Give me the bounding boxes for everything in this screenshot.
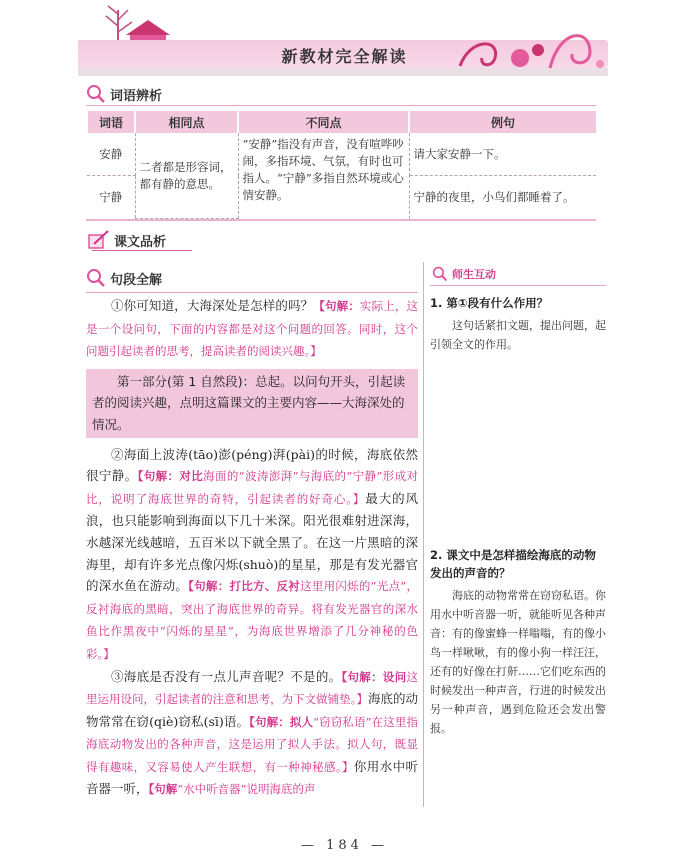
page-header [0,0,689,78]
paragraph-text: ②海面上波涛(tāo)澎(péng)湃(pài)的时候，海底依然很宁静。 [86,446,418,484]
annotation-note: 实际上，这是一个设问句，下面的内容都是对这个问题的回答。同时，这个问题引起读者的思考，提高读者的阅读兴趣。】 [86,299,419,359]
decorative-swirl-illustration [440,18,608,76]
annotation-note: “水中听音器”说明海底的声 [177,782,316,797]
word-cell: 宁静 [87,176,135,219]
answer-1: 这句话紧扣文题，提出问题，起引领全文的作用。 [430,319,606,351]
magnifier-icon [432,266,448,282]
diff-cell: “安静”指没有声音，没有喧哗吵闹，多指环境、气氛，有时也可指人。“宁静”多指自然环境或心情安静。 [238,133,409,219]
analysis-banner-rule [92,250,192,251]
analysis-banner [88,230,166,250]
annotation-note: 海面的“波涛澎湃”与海底的“宁静”形成对比，说明了海底世界的奇特，引起读者的好奇心。】 [86,469,419,506]
annotation-tag: 【句解 [148,782,178,797]
sidebar-column [430,262,606,738]
table-bottom-rule [86,219,596,221]
paragraph-text: 最大的风浪，也只能影响到海面以下几十米深。阳光很难射进深海，水越深光线越暗，五百米以下就全黑了。在这一片黑暗的深海里，却有许多光点像闪烁(shuò)的星星，那是有发光器官的深水鱼在游动。 [86,490,418,594]
vocab-table [86,111,596,219]
annotation-note: 这里用闪烁的“光点”，反衬海底的黑暗，突出了海底世界的奇异。将有发光器官的深水鱼比作黑夜中“闪烁的星星”，为海底世界增添了几分神秘的色彩。】 [86,579,418,661]
annotation-tag: 【句解： [313,299,360,313]
annotation-tag: 【句解：对比 [137,469,204,484]
same-cell: 二者都是形容词，都有静的意思。 [135,133,238,219]
answer-2: 海底的动物常常在窃窃私语。你用水中听音器一听，就能听见各种声音：有的像蜜蜂一样嗡嗡，有的像小鸟一样啾啾，有的像小狗一样汪汪，还有的好像在打鼾……它们吃东西的时候发出一种声音，行进的时候发出另一种声音，遇到危险还会发出警报。 [430,589,606,735]
vocab-heading-label: 词语辨析 [110,88,163,104]
question-1: 1. 第①段有什么作用？ [430,296,549,310]
paragraph-2 [86,444,418,666]
col-diff: 不同点 [238,111,409,133]
paragraph-text: ③海底是否没有一点儿声音呢？不是的。 [111,668,342,684]
column-divider [423,262,424,807]
magnifier-icon [86,84,106,104]
word-cell: 安静 [87,133,135,176]
part-summary: 第一部分(第 1 自然段)：总起。以问句开头，引起读者的阅读兴趣，点明这篇课文的主要内容——大海深处的情况。 [86,369,418,438]
analysis-banner-label: 课文品析 [114,234,167,250]
paragraph-3 [86,666,418,802]
col-word: 词语 [87,111,135,133]
magnifier-icon [86,268,106,288]
question-2: 2. 课文中是怎样描绘海底的动物发出的声音的？ [430,548,596,580]
paragraph-text: 海底的动物常常在窃(qiè)窃私(sī)语。 [86,691,418,729]
vocab-heading [86,84,162,104]
annotation-tag: 【句解：打比方、反衬 [188,579,301,594]
paragraph-text: 你用水中听音器一听， [86,758,418,797]
col-same: 相同点 [135,111,238,133]
sidebar-heading [430,262,606,286]
paragraph-text: ①你可知道，大海深处是怎样的吗？ [111,298,314,313]
example-cell: 请大家安静一下。 [409,133,596,176]
vocab-table-header [87,111,596,133]
sidebar-heading-label: 师生互动 [452,267,496,281]
annotation-note: “窃窃私语”在这里指海底动物发出的各种声音，这是运用了拟人手法。拟人句，既显得有趣味，又容易使人产生联想，有一种神秘感。】 [86,714,418,774]
annotation-tag: 【句解：拟人 [249,714,314,729]
notebook-pen-icon [88,230,110,250]
annotation-note: 这里运用设问，引起读者的注意和思考，为下文做铺垫。】 [86,669,418,707]
section-heading [86,268,418,288]
section-heading-label: 句段全解 [110,272,163,288]
page-title: 新教材完全解读 [281,47,408,66]
annotation-tag: 【句解：设问 [341,669,407,684]
example-cell: 宁静的夜里，小鸟们都睡着了。 [413,189,575,204]
page-number: — 184 — [300,838,389,853]
section-rule [86,292,418,293]
col-example: 例句 [409,111,596,133]
vocab-heading-rule [86,105,596,106]
paragraph-1 [86,295,418,363]
table-row [87,133,596,176]
main-column [86,268,418,801]
